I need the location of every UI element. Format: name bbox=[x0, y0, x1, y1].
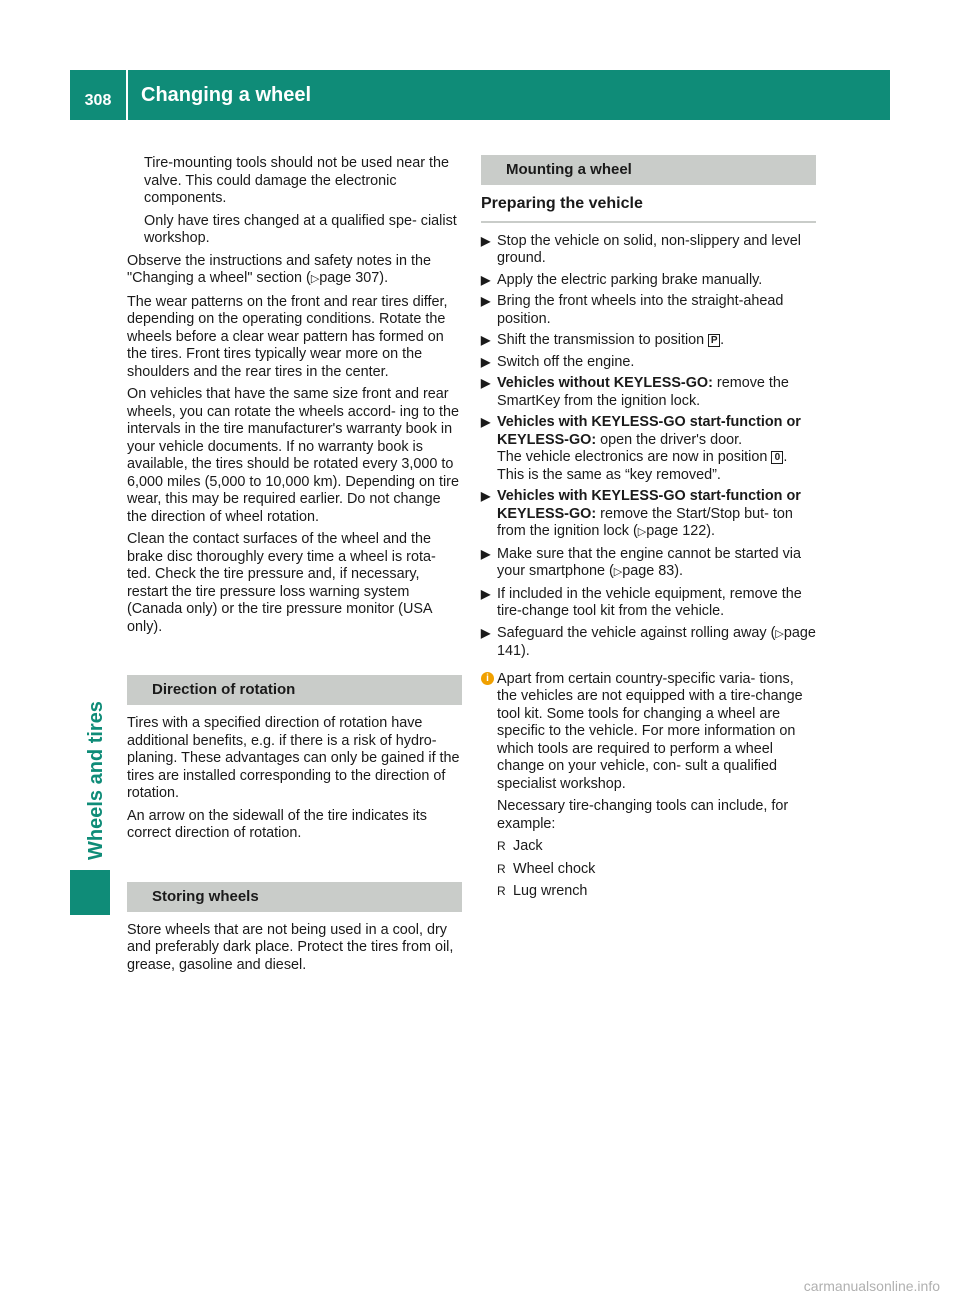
step-arrow-icon: ▶ bbox=[481, 546, 491, 561]
step-list bbox=[481, 233, 816, 661]
list-item: R Wheel chock bbox=[497, 860, 596, 877]
subheading-preparing: Preparing the vehicle bbox=[481, 195, 816, 223]
paragraph: The wear patterns on the front and rear tires differ, depending on the operating conditions. Rotate the wheels before a clear wear pattern has formed on the tires. Front tires typically wear more on the shoulders and the rear tires in the center. bbox=[127, 293, 448, 380]
paragraph: Store wheels that are not being used in a cool, dry and preferably dark place. Protect the tires from oil, grease, gasoline and diesel. bbox=[127, 921, 454, 973]
step-item: ▶ Switch off the engine. bbox=[481, 353, 635, 370]
paragraph: On vehicles that have the same size front and rear wheels, you can rotate the wheels accord- ing to the intervals in the tire manufacturer's warranty book in your vehicle documents. If no warranty book is available, the tires should be rotated every 3,000 to 6,000 miles (5,000 to 10,000 km). Depending on tire wear, this may be required earlier. Do not change the direction of wheel rotation. bbox=[127, 386, 459, 525]
bullet-icon: R bbox=[497, 839, 506, 853]
step-item: ▶ Vehicles with KEYLESS-GO start-function or KEYLESS-GO: remove the Start/Stop but- ton from the ignition lock (▷page 122). bbox=[481, 488, 801, 539]
step-arrow-icon: ▶ bbox=[481, 333, 491, 347]
step-item: ▶ Apply the electric parking brake manually. bbox=[481, 271, 763, 288]
page-ref-link[interactable]: page 122). bbox=[646, 523, 716, 539]
step-arrow-icon: ▶ bbox=[481, 233, 491, 248]
section-heading-storing: Storing wheels bbox=[127, 882, 462, 912]
paragraph: Apart from certain country-specific varia- tions, the vehicles are not equipped with a tire-change tool kit. Some tools for changing a wheel are specific to the vehicle. For more information on which tools are required to perform a wheel change on your vehicle, con- sult a qualified specialist workshop. bbox=[497, 670, 803, 792]
info-icon: i bbox=[481, 672, 494, 685]
info-note bbox=[481, 671, 816, 901]
watermark: carmanualsonline.info bbox=[803, 1278, 940, 1294]
page-ref-arrow-icon: ▷ bbox=[637, 526, 647, 538]
step-item: ▶ If included in the vehicle equipment, remove the tire-change tool kit from the vehicle. bbox=[481, 585, 802, 619]
list-item: R Jack bbox=[497, 838, 543, 854]
paragraph: Clean the contact surfaces of the wheel and the brake disc thoroughly every time a wheel is rota- ted. Check the tire pressure and, if necessary, restart the tire pressure loss warning system (Canada only) or the tire pressure monitor (USA only). bbox=[127, 531, 436, 635]
step-item: ▶ Make sure that the engine cannot be started via your smartphone (▷page 83). bbox=[481, 545, 801, 579]
step-item: ▶ Bring the front wheels into the straight-ahead position. bbox=[481, 293, 784, 327]
page-ref-arrow-icon: ▷ bbox=[310, 273, 320, 285]
park-position-icon: P bbox=[708, 334, 720, 347]
list-item: R Lug wrench bbox=[497, 883, 588, 899]
paragraph: Observe the instructions and safety notes in the "Changing a wheel" section (▷page 307). bbox=[127, 252, 431, 286]
paragraph: Only have tires changed at a qualified spe- cialist workshop. bbox=[144, 212, 457, 246]
tool-list bbox=[497, 838, 816, 901]
step-arrow-icon: ▶ bbox=[481, 415, 491, 429]
step-item: ▶ Vehicles without KEYLESS-GO: remove the SmartKey from the ignition lock. bbox=[481, 375, 789, 409]
page-ref-link[interactable]: page 307). bbox=[319, 270, 389, 286]
left-column bbox=[127, 155, 462, 979]
step-arrow-icon: ▶ bbox=[481, 625, 491, 640]
bullet-icon: R bbox=[497, 884, 506, 898]
paragraph: Tires with a specified direction of rotation have additional benefits, e.g. if there is a risk of hydro- planing. These advantages can only be gained if the tires are installed corresponding to the direction of rotation. bbox=[127, 715, 460, 801]
step-item: ▶ Vehicles with KEYLESS-GO start-function or KEYLESS-GO: open the driver's door. The vehicle electronics are now in position 0 . This is the same as “key removed”. bbox=[481, 414, 801, 483]
step-item: ▶ Safeguard the vehicle against rolling away (▷page 141). bbox=[481, 624, 816, 659]
bullet-icon: R bbox=[497, 861, 506, 876]
paragraph: Tire-mounting tools should not be used near the valve. This could damage the electronic components. bbox=[144, 155, 450, 206]
page-ref-link[interactable]: page 141). bbox=[497, 624, 816, 659]
step-arrow-icon: ▶ bbox=[481, 376, 491, 390]
step-arrow-icon: ▶ bbox=[481, 586, 491, 601]
step-arrow-icon: ▶ bbox=[481, 272, 491, 287]
step-item: ▶ Shift the transmission to position P . bbox=[481, 332, 725, 348]
page-ref-arrow-icon: ▷ bbox=[613, 566, 623, 578]
step-item: ▶ Stop the vehicle on solid, non-slippery and level ground. bbox=[481, 232, 801, 266]
side-tab-label: Wheels and tires bbox=[85, 701, 107, 860]
right-column bbox=[481, 155, 816, 906]
page-number: 308 bbox=[70, 70, 128, 120]
paragraph: An arrow on the sidewall of the tire indicates its correct direction of rotation. bbox=[127, 807, 427, 841]
page-ref-link[interactable]: page 83). bbox=[622, 563, 684, 579]
section-heading-mounting: Mounting a wheel bbox=[481, 155, 816, 185]
section-heading-direction: Direction of rotation bbox=[127, 675, 462, 705]
ignition-position-0-icon: 0 bbox=[771, 451, 783, 464]
step-arrow-icon: ▶ bbox=[481, 489, 491, 503]
step-arrow-icon: ▶ bbox=[481, 294, 491, 308]
step-arrow-icon: ▶ bbox=[481, 354, 491, 369]
paragraph: Necessary tire-changing tools can include, for example: bbox=[497, 798, 789, 832]
page-ref-arrow-icon: ▷ bbox=[775, 627, 784, 640]
side-tab-block bbox=[70, 870, 110, 915]
page-title: Changing a wheel bbox=[141, 84, 312, 106]
